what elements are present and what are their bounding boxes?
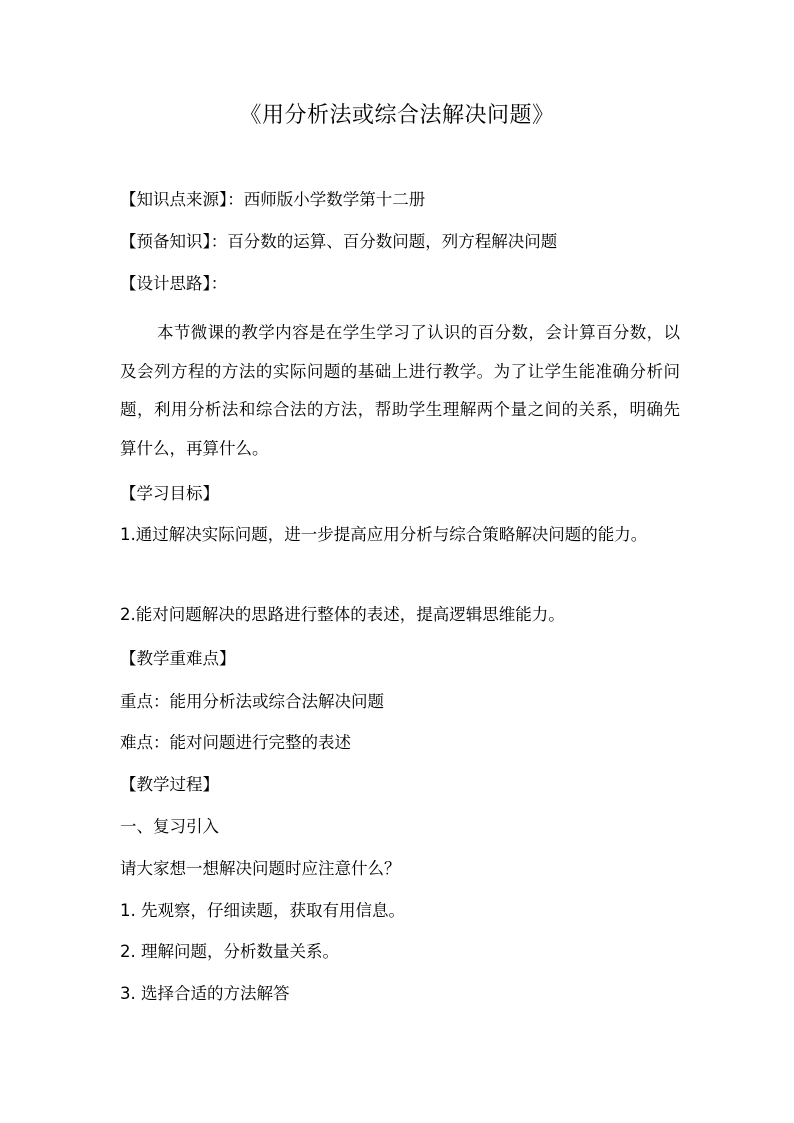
teaching-process-heading: 【教学过程】 [120,775,219,794]
learning-goal-2: 2.能对问题解决的思路进行整体的表述，提高逻辑思维能力。 [120,605,565,624]
prerequisite-knowledge-line: 【预备知识】：百分数的运算、百分数问题，列方程解决问题 [120,232,558,251]
learning-goals-heading: 【学习目标】 [120,484,219,503]
learning-goal-1: 1.通过解决实际问题，进一步提高应用分析与综合策略解决问题的能力。 [120,525,648,544]
review-question: 请大家想一想解决问题时应注意什么？ [120,859,401,878]
difficult-point-line: 难点：能对问题进行完整的表述 [120,733,351,752]
key-point-line: 重点：能用分析法或综合法解决问题 [120,692,384,711]
design-idea-heading: 【设计思路】： [120,274,228,293]
design-idea-paragraph: 本节微课的教学内容是在学生学习了认识的百分数，会计算百分数，以及会列方程的方法的实际问题的基础上进行教学。为了让学生能准确分析问题，利用分析法和综合法的方法，帮助学生理解两个量之间的关系，明确先算什么，再算什么。 [120,323,680,458]
knowledge-source-line: 【知识点来源】：西师版小学数学第十二册 [120,190,426,209]
key-difficult-points-heading: 【教学重难点】 [120,649,236,668]
review-step-1: 1. 先观察，仔细读题，获取有用信息。 [120,901,405,920]
document-title: 《用分析法或综合法解决问题》 [239,103,555,128]
review-step-3: 3. 选择合适的方法解答 [120,984,290,1003]
review-step-2: 2. 理解问题，分析数量关系。 [120,942,339,961]
section-review-introduction: 一、复习引入 [120,817,219,836]
